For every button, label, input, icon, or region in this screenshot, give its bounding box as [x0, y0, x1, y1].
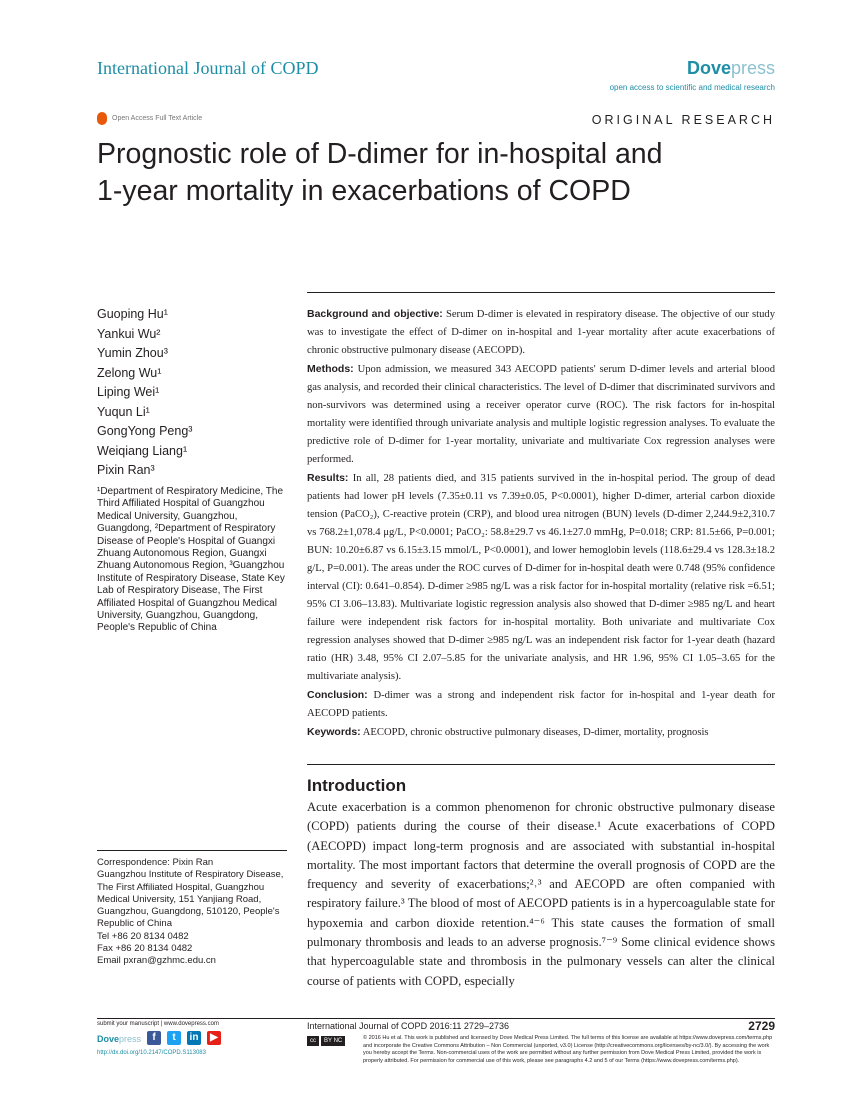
abstract-methods	[307, 360, 775, 469]
author[interactable]: Yankui Wu²	[97, 326, 161, 341]
footer-rule	[97, 1018, 775, 1019]
title-line-1: Prognostic role of D-dimer for in-hospital and	[97, 138, 663, 170]
abstract-bottom-rule	[307, 764, 775, 765]
publisher-logo[interactable]	[687, 58, 775, 79]
footer-logo-bold: Dove	[97, 1034, 120, 1044]
abstract	[307, 305, 775, 742]
keywords-label: Keywords:	[307, 726, 361, 738]
correspondence-rule	[97, 850, 287, 851]
results-text: In all, 28 patients died, and 315 patients survived in the in-hospital period. The group of dead patients had lower pH levels (7.35±0.11 vs 7.39±0.05, P<0.0001), higher D-dimer, arterial carbon dioxide tension (PaCO₂), C-reactive protein (CRP), and blood urea nitrogen (BUN) levels (D-dimer 2,244.9±2,310.7 vs 768.2±1,078.4 μg/L, P<0.0001; PaCO₂: 58.8±29.7 vs 46.1±27.0 mmHg, P=0.018; CRP: 81.5±66, P=0.001; BUN: 10.20±6.87 vs 6.15±3.15 mmol/L, P<0.0001), and lower hemoglobin levels (118.6±29.4 vs 128.3±18.2 g/L, P=0.001). The areas under the ROC curves of D-dimer for in-hospital death were 0.748 (95% confidence interval (CI): 0.641–0.854). D-dimer ≥985 ng/L was a risk factor for in-hospital mortality (relative risk =6.51; 95% CI 3.06–13.83). Multivariate logistic regression analysis also showed that D-dimer ≥985 ng/L and heart failure were independent risk factors for in-hospital mortality. Both univariate and multivariate Cox regression analyses showed that D-dimer ≥985 ng/L was an independent risk factor for 1-year death (hazard ratio (HR) 3.48, 95% CI 2.07–5.85 for the univariate analysis, and HR 1.96, 95% CI 1.05–3.65 for the multivariate analysis).	[307, 473, 775, 682]
abstract-top-rule	[307, 292, 775, 293]
correspondence-name: Correspondence: Pixin Ran	[97, 857, 214, 868]
affiliations: ¹Department of Respiratory Medicine, The Third Affiliated Hospital of Guangzhou Medical University, Guangzhou, Guangdong, ²Department of Respiratory Disease of People's Hospital of Guangxi Zhuang Autonomous Region, Guangxi Zhuang Autonomous Region, ³Guangzhou Institute of Respiratory Disease, State Key Lab of Respiratory Disease, The First Affiliated Hospital of Guangzhou Medical University, Guangzhou, Guangdong, People's Republic of China	[97, 486, 285, 634]
title-line-2: 1-year mortality in exacerbations of COPD	[97, 175, 631, 207]
license-text: © 2016 Hu et al. This work is published and licensed by Dove Medical Press Limited. The full terms of this license are available at https://www.dovepress.com/terms.php and incorporate the Creative Commons Attribution – Non Commercial (unported, v3.0) License (http://creativecommons.org/licenses/by-nc/3.0/). By accessing the work you hereby accept the Terms. Non-commercial uses of the work are permitted without any further permission from Dove Medical Press Limited, provided the work is properly attributed. For permission for commercial use of this work, please see paragraphs 4.2 and 5 of our Terms (https://www.dovepress.com/terms.php).	[363, 1035, 773, 1064]
cc-license-badge[interactable]	[307, 1036, 345, 1046]
by-nc-icon: BY NC	[321, 1036, 345, 1046]
author[interactable]: GongYong Peng³	[97, 424, 193, 438]
author[interactable]: Liping Wei¹	[97, 385, 160, 399]
linkedin-icon[interactable]: in	[187, 1031, 201, 1045]
open-access-icon	[97, 112, 107, 125]
author[interactable]: Weiqiang Liang¹	[97, 443, 188, 458]
introduction-body: Acute exacerbation is a common phenomenon for chronic obstructive pulmonary disease (COPD) patients during the course of their disease.¹ Acute exacerbations of COPD (AECOPD) impact long-term prognosis and are associated with substantial in-hospital mortality. The most important factors that determine the overall prognosis of COPD are the frequency and severity of exacerbations;²˒³ and AECOPD are often companied with respiratory failure.³ The blood of most of AECOPD patients is in a hypercoagulable state for hypoxemia and carbon dioxide retention.⁴⁻⁶ This state causes the formation of small pulmonary thrombosis and leads to an adverse prognosis.⁷⁻⁹ Some clinical evidence shows that hypercoagulable state and thrombosis in the pulmonary vessels can alter the clinical course of patients with COPD, especially	[307, 800, 775, 988]
author[interactable]: Zelong Wu¹	[97, 365, 162, 380]
conclusion-text: D-dimer was a strong and independent risk factor for in-hospital and 1-year death for AECOPD patients.	[307, 690, 775, 719]
section-tag: ORIGINAL RESEARCH	[591, 113, 775, 127]
author[interactable]: Pixin Ran³	[97, 463, 155, 477]
footer-logo-light: press	[119, 1034, 142, 1044]
author-list	[97, 305, 192, 481]
methods-text: Upon admission, we measured 343 AECOPD patients' serum D-dimer levels and arterial blood gas analysis, and recorded their clinical characteristics. The level of D-dimer that discriminated survivors and non-survivors was determined using a receiver operator curve (ROC). The risk factors for in-hospital mortality were identified through univariate analysis and multiple logistic regression analyses. To evaluate the predictive role of D-dimer for 1-year mortality, univariate and multivariate Cox regression analyses were performed.	[307, 364, 775, 465]
background-text: Serum D-dimer is elevated in respiratory disease. The objective of our study was to investigate the effect of D-dimer on in-hospital and 1-year mortality after acute exacerbations of chronic obstructive pulmonary disease (AECOPD).	[307, 309, 775, 356]
youtube-icon[interactable]: ▶	[207, 1031, 221, 1045]
open-access-label: Open Access Full Text Article	[112, 115, 203, 122]
correspondence-tel: Tel +86 20 8134 0482	[97, 930, 189, 942]
correspondence	[97, 857, 292, 968]
keywords-text: AECOPD, chronic obstructive pulmonary diseases, D-dimer, mortality, prognosis	[360, 727, 709, 738]
cc-icon: cc	[307, 1036, 319, 1046]
results-label: Results:	[307, 472, 349, 484]
correspondence-fax: Fax +86 20 8134 0482	[97, 943, 193, 955]
twitter-icon[interactable]: t	[167, 1031, 181, 1045]
open-access-badge	[97, 112, 202, 125]
journal-citation: International Journal of COPD 2016:11 2729–2736	[307, 1021, 509, 1031]
publisher-logo-bold: Dove	[686, 58, 731, 78]
publisher-logo-light: press	[730, 58, 775, 78]
article-title	[97, 136, 757, 210]
social-links	[147, 1031, 221, 1045]
correspondence-address: Guangzhou Institute of Respiratory Disease, The First Affiliated Hospital, Guangzhou Medical University, 151 Yanjiang Road, Guangzhou, Guangdong, 510120, People's Republic of China	[97, 869, 284, 930]
facebook-icon[interactable]: f	[147, 1031, 161, 1045]
publisher-tagline: open access to scientific and medical research	[609, 83, 775, 92]
page-number: 2729	[748, 1019, 775, 1033]
correspondence-email[interactable]: Email pxran@gzhmc.edu.cn	[97, 955, 216, 967]
abstract-keywords	[307, 723, 775, 742]
abstract-results	[307, 469, 775, 686]
submit-manuscript-link[interactable]: submit your manuscript | www.dovepress.com	[97, 1021, 219, 1027]
journal-name[interactable]: International Journal of COPD	[97, 58, 319, 78]
abstract-background	[307, 305, 775, 360]
footer-publisher-logo[interactable]	[97, 1034, 141, 1044]
introduction-heading: Introduction	[307, 776, 407, 795]
background-label: Background and objective:	[307, 308, 443, 320]
abstract-conclusion	[307, 686, 775, 723]
author[interactable]: Yumin Zhou³	[97, 346, 168, 360]
doi-link[interactable]: http://dx.doi.org/10.2147/COPD.S113083	[97, 1050, 206, 1056]
author[interactable]: Yuqun Li¹	[97, 404, 150, 419]
author[interactable]: Guoping Hu¹	[97, 307, 168, 321]
methods-label: Methods:	[307, 363, 354, 375]
conclusion-label: Conclusion:	[307, 689, 368, 701]
